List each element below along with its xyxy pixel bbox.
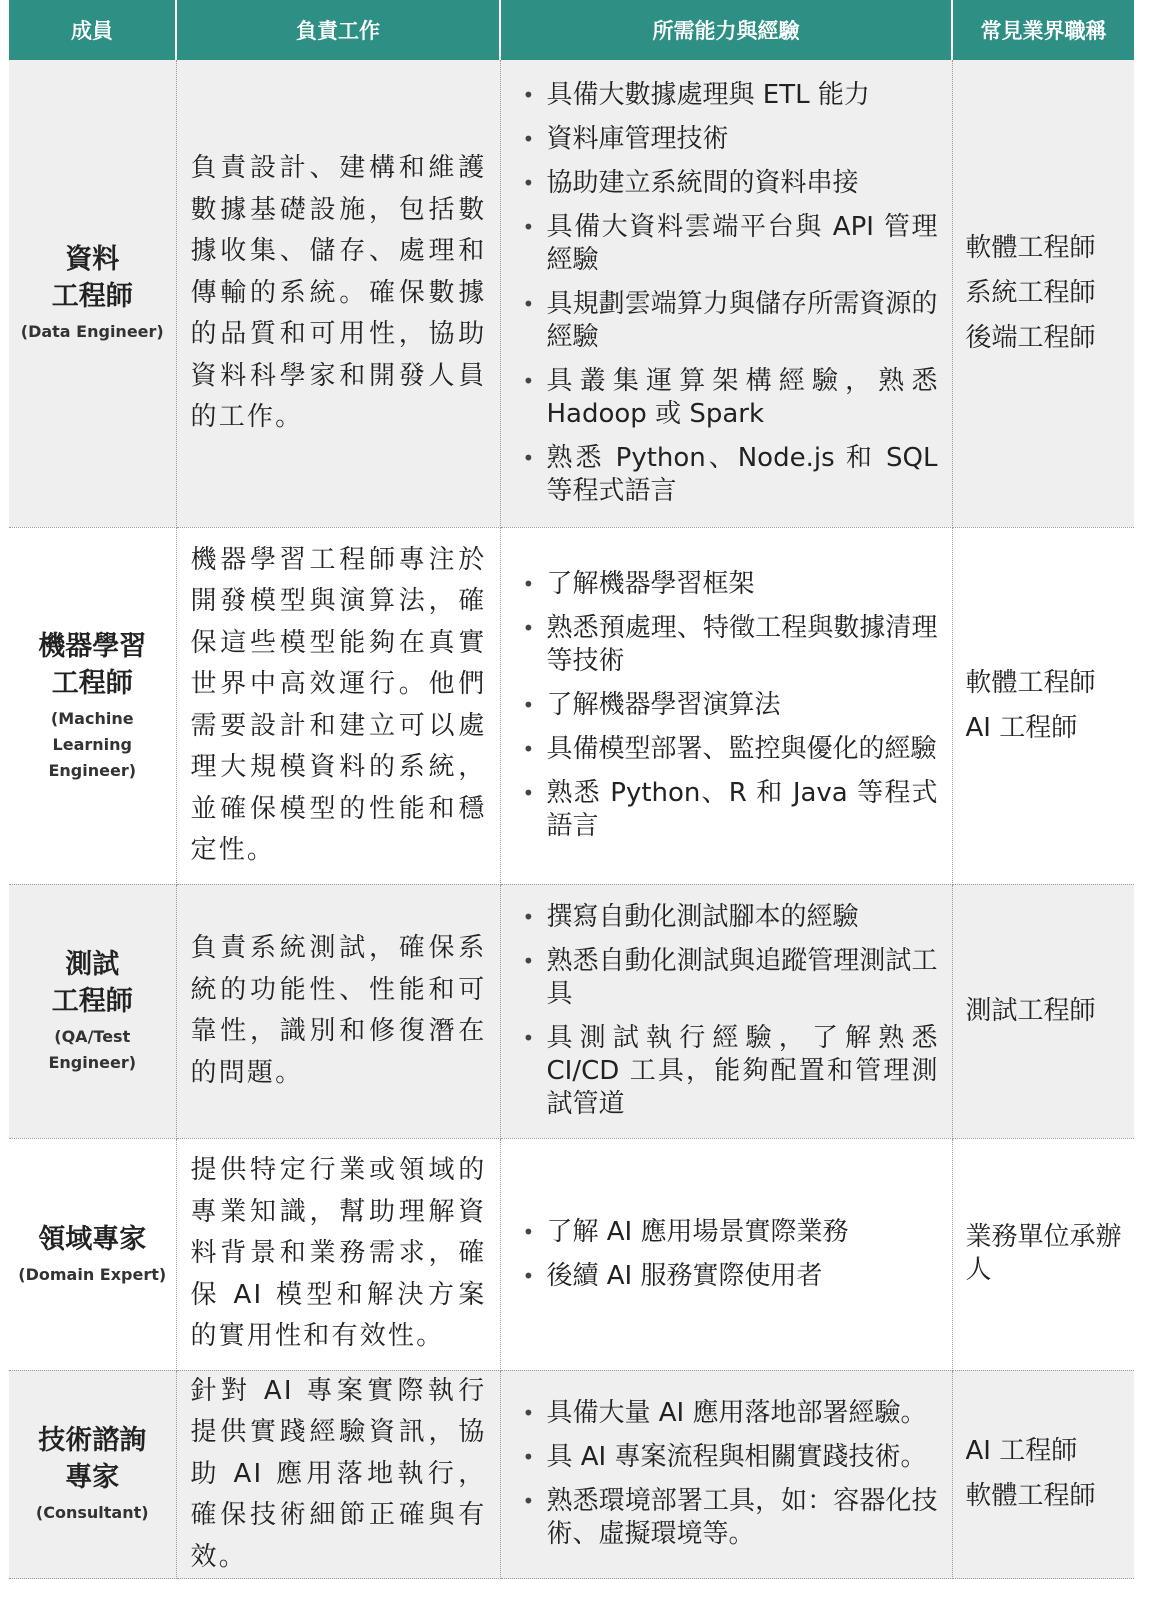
table-row (9, 884, 1134, 1138)
list-item: • 後續 AI 服務實際使用者 (523, 1260, 938, 1293)
header-titles: 常見業界職稱 (952, 0, 1134, 60)
list-item: • 資料庫管理技術 (523, 123, 938, 156)
skills-list (501, 568, 952, 843)
job-title: 軟體工程師 (965, 667, 1096, 698)
titles-cell (952, 527, 1134, 884)
job-title: 測試工程師 (965, 995, 1096, 1026)
list-item: • 具備大數據處理與 ETL 能力 (523, 79, 938, 112)
list-item: • 具備大量 AI 應用落地部署經驗。 (523, 1397, 938, 1430)
member-name: 資料 (65, 244, 120, 276)
list-item: • 熟悉 Python、R 和 Java 等程式語言 (523, 777, 938, 843)
member-name: 技術諮詢 (38, 1425, 147, 1457)
skills-cell (500, 884, 952, 1138)
member-cell (9, 527, 176, 884)
list-item: • 了解機器學習框架 (523, 568, 938, 601)
skills-list (501, 901, 952, 1121)
list-item: • 具叢集運算架構經驗，熟悉 Hadoop 或 Spark (523, 365, 938, 431)
member-cell (9, 60, 176, 527)
list-item: • 熟悉環境部署工具，如：容器化技術、虛擬環境等。 (523, 1485, 938, 1551)
skills-cell (500, 1370, 952, 1579)
skills-list (501, 1397, 952, 1551)
member-name: 測試 (65, 949, 120, 980)
job-title: 後端工程師 (965, 322, 1096, 353)
list-item: • 具 AI 專案流程與相關實踐技術。 (523, 1441, 938, 1474)
duty-cell: 機器學習工程師專注於開發模型與演算法，確保這些模型能夠在真實世界中高效運行。他們需要設計和建立可以處理大規模資料的系統，並確保模型的性能和穩定性。 (176, 527, 500, 884)
member-cell (9, 884, 176, 1138)
member-english-name: Engineer) (48, 1053, 137, 1072)
job-title: 系統工程師 (965, 277, 1096, 308)
job-title: 軟體工程師 (965, 1481, 1096, 1512)
roles-table-container (9, 0, 1134, 1579)
titles-cell (952, 1138, 1134, 1370)
member-english-name: (Domain Expert) (18, 1264, 167, 1284)
duty-cell: 提供特定行業或領域的專業知識，幫助理解資料背景和業務需求，確保 AI 模型和解決方案的實用性和有效性。 (176, 1138, 500, 1370)
member-english-name: Learning (52, 734, 132, 754)
member-cell (9, 1370, 176, 1579)
member-name: 工程師 (51, 667, 133, 699)
header-member: 成員 (9, 0, 176, 60)
list-item: • 具備模型部署、監控與優化的經驗 (523, 733, 938, 766)
header-duty: 負責工作 (176, 0, 500, 60)
table-header-row (9, 0, 1134, 60)
list-item: • 協助建立系統間的資料串接 (523, 167, 938, 200)
skills-cell (500, 527, 952, 884)
skills-cell (500, 1138, 952, 1370)
list-item: • 熟悉預處理、特徵工程與數據清理等技術 (523, 612, 938, 678)
table-row (9, 527, 1134, 884)
member-name: 機器學習 (38, 630, 147, 662)
member-english-name: (Machine (50, 708, 134, 728)
skills-list (501, 1216, 952, 1293)
list-item: • 了解 AI 應用場景實際業務 (523, 1216, 938, 1249)
skills-list (501, 79, 952, 508)
member-name: 領域專家 (38, 1223, 147, 1255)
duty-cell: 針對 AI 專案實際執行提供實踐經驗資訊，協助 AI 應用落地執行，確保技術細節正確與有效。 (176, 1370, 500, 1579)
roles-table (9, 0, 1134, 1579)
member-name: 工程師 (51, 986, 133, 1017)
list-item: • 具規劃雲端算力與儲存所需資源的經驗 (523, 288, 938, 354)
table-row (9, 1370, 1134, 1579)
member-cell (9, 1138, 176, 1370)
duty-cell: 負責設計、建構和維護數據基礎設施，包括數據收集、儲存、處理和傳輸的系統。確保數據的品質和可用性，協助資料科學家和開發人員的工作。 (176, 60, 500, 527)
job-title: AI 工程師 (965, 712, 1078, 743)
member-name: 工程師 (51, 281, 133, 313)
list-item: • 熟悉 Python、Node.js 和 SQL 等程式語言 (523, 442, 938, 508)
member-english-name: (Data Engineer) (20, 322, 164, 342)
titles-cell (952, 1370, 1134, 1579)
member-english-name: (Consultant) (35, 1503, 149, 1523)
duty-cell: 負責系統測試，確保系統的功能性、性能和可靠性，識別和修復潛在的問題。 (176, 884, 500, 1138)
header-skills: 所需能力與經驗 (500, 0, 952, 60)
titles-cell (952, 884, 1134, 1138)
list-item: • 熟悉自動化測試與追蹤管理測試工具 (523, 945, 938, 1011)
skills-cell (500, 60, 952, 527)
job-title: 業務單位承辦人 (965, 1222, 1122, 1285)
table-row (9, 60, 1134, 527)
job-title: 軟體工程師 (965, 232, 1096, 263)
member-english-name: Engineer) (48, 760, 137, 780)
list-item: • 具備大資料雲端平台與 API 管理經驗 (523, 211, 938, 277)
table-row (9, 1138, 1134, 1370)
list-item: • 具測試執行經驗，了解熟悉 CI/CD 工具，能夠配置和管理測試管道 (523, 1022, 938, 1121)
job-title: AI 工程師 (965, 1436, 1078, 1467)
titles-cell (952, 60, 1134, 527)
member-english-name: (QA/Test (54, 1027, 131, 1046)
list-item: • 了解機器學習演算法 (523, 689, 938, 722)
list-item: • 撰寫自動化測試腳本的經驗 (523, 901, 938, 934)
member-name: 專家 (65, 1462, 120, 1494)
